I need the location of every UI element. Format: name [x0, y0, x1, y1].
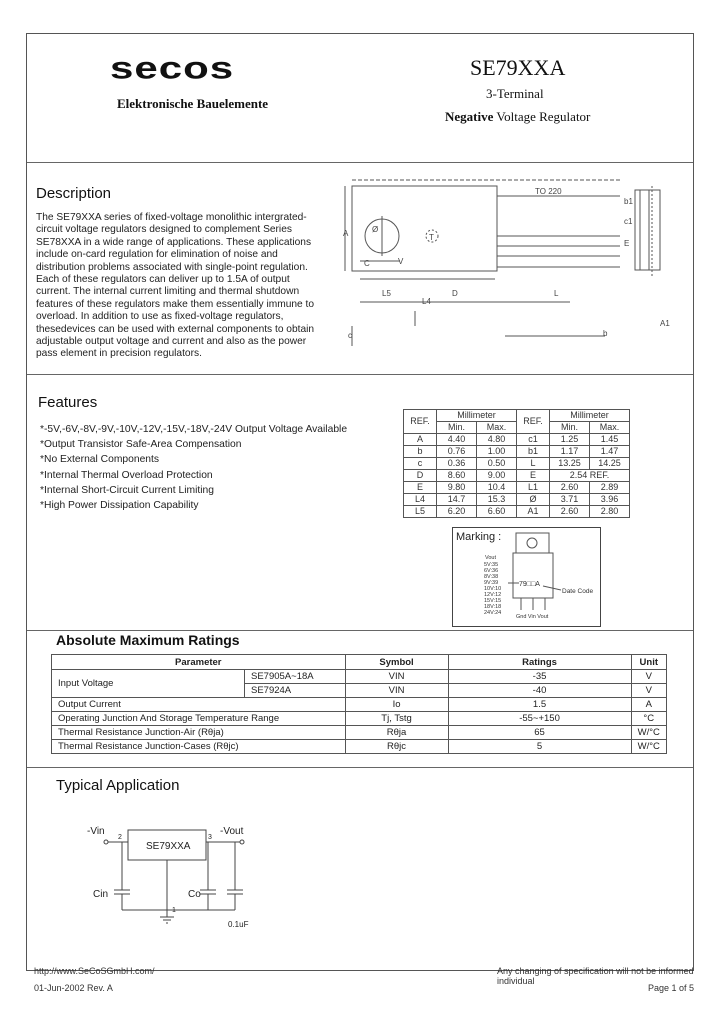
co-label: Co — [188, 889, 201, 900]
dim-label: L5 — [382, 289, 391, 298]
amr-table — [51, 654, 667, 754]
feature-item: *Output Transistor Safe-Area Compensation — [40, 439, 242, 451]
dim-label: A — [343, 229, 349, 238]
col-symbol: Symbol — [345, 655, 448, 670]
vout-code: 18V:18 — [484, 604, 502, 610]
feature-item: *Internal Thermal Overload Protection — [40, 469, 213, 481]
vout-code: 12V:12 — [484, 592, 502, 598]
marking-box — [452, 527, 601, 627]
vout-code: 9V:39 — [484, 580, 499, 586]
features-divider — [27, 630, 693, 631]
footer-page: Page 1 of 5 — [648, 983, 695, 993]
secos-logo: secos — [110, 49, 235, 85]
table-row: Operating Junction And Storage Temperature Range Tj, Tstg -55~+150 °C — [52, 712, 667, 726]
dim-label: c1 — [624, 217, 633, 226]
table-row: SE7924A VIN -40 V — [52, 684, 667, 698]
description-title: Description — [36, 185, 112, 202]
table-row: L5 6.20 6.60 A1 2.60 2.80 — [404, 506, 630, 518]
date-code-label: Date Code — [562, 588, 594, 595]
table-row: Thermal Resistance Junction-Cases (Rθjc) Rθjc 5 W/°C — [52, 740, 667, 754]
ref-header: REF. — [404, 410, 437, 434]
subtitle-rest: Voltage Regulator — [493, 109, 591, 124]
dim-label: V — [398, 257, 404, 266]
dim-label: A1 — [660, 319, 670, 328]
pin-out-label: 3 — [208, 834, 212, 841]
table-row: A 4.40 4.80 c1 1.25 1.45 — [404, 434, 630, 446]
vout-code: 5V:35 — [484, 562, 499, 568]
cin-label: Cin — [93, 889, 109, 900]
feature-item: *No External Components — [40, 454, 160, 466]
ref-header: REF. — [517, 410, 550, 434]
vout-code: 6V:36 — [484, 568, 499, 574]
pin-labels: Gnd Vin Vout — [516, 614, 549, 620]
description-divider — [27, 374, 693, 375]
vout-code: 15V:15 — [484, 598, 502, 604]
footer-date: 01-Jun-2002 Rev. A — [34, 983, 113, 993]
description-text: The SE79XXA series of fixed-voltage monolithic intergrated-circuit voltage regulators designed to complement Series SE78XXA in a wide range of applications. These applications include on-card regulation for elimination of noise and distribution problems associated with single-point regulation. Each of these regulators can deliver up to 1.5A of output current. The internal current limiting and thermal shutdown features of these regulators make them essentially immune to overload. In addition to use as fixed-voltage regulators, thesedevices can be used with external components to obtain adjustable output voltage and current and also as the power pass element in precision regulators. — [36, 212, 315, 360]
table-row: Thermal Resistance Junction-Air (Rθja) Rθja 65 W/°C — [52, 726, 667, 740]
chip-body — [513, 553, 553, 598]
min-header: Min. — [550, 422, 590, 434]
amr-divider — [27, 767, 693, 768]
vout-code: 10V:10 — [484, 586, 502, 592]
table-row: Output Current Io 1.5 A — [52, 698, 667, 712]
dim-label: L — [554, 289, 559, 298]
vout-label: -Vout — [220, 826, 244, 837]
to220-package-drawing — [340, 176, 680, 351]
footer-notice: Any changing of specification will not be informed individual — [497, 966, 694, 986]
table-row: b 0.76 1.00 b1 1.17 1.47 — [404, 446, 630, 458]
feature-item: *Internal Short-Circuit Current Limiting — [40, 484, 214, 496]
unit-header: Millimeter — [550, 410, 630, 422]
chip-label: SE79XXA — [146, 841, 191, 852]
feature-item: *-5V,-6V,-8V,-9V,-10V,-12V,-15V,-18V,-24V Output Voltage Available — [40, 424, 348, 435]
dim-label: b — [603, 329, 608, 338]
table-row: L4 14.7 15.3 Ø 3.71 3.96 — [404, 494, 630, 506]
footer-url[interactable]: http://www.SeCoSGmbH.com/ — [34, 966, 155, 976]
chip-marking-text: 79□□A — [519, 581, 540, 588]
subtitle-negative: Negative — [445, 109, 494, 124]
vout-code: 8V:38 — [484, 574, 499, 580]
col-ratings: Ratings — [448, 655, 631, 670]
max-header: Max. — [590, 422, 630, 434]
marking-diagram — [453, 528, 600, 626]
vout-label: Vout — [485, 555, 497, 561]
dim-label: Ø — [372, 225, 379, 234]
vout-code: 24V:24 — [484, 610, 502, 616]
chip-tab — [516, 533, 549, 553]
part-number: SE79XXA — [470, 55, 566, 80]
dim-label: C — [364, 259, 370, 268]
header-divider — [27, 162, 693, 163]
vin-label: -Vin — [87, 826, 105, 837]
unit-header: Millimeter — [437, 410, 517, 422]
table-row: Input Voltage SE7905A~18A VIN -35 V — [52, 670, 667, 684]
typical-application-title: Typical Application — [56, 777, 180, 794]
amr-title: Absolute Maximum Ratings — [56, 632, 240, 648]
col-unit: Unit — [631, 655, 666, 670]
dim-label: E — [624, 239, 630, 248]
package-label: TO 220 — [535, 187, 562, 196]
min-header: Min. — [437, 422, 477, 434]
logo-subtitle: Elektronische Bauelemente — [117, 96, 269, 111]
dim-label: D — [452, 289, 458, 298]
typical-application-circuit — [80, 822, 280, 937]
features-list — [40, 422, 347, 513]
table-row: D 8.60 9.00 E 2.54 REF. — [404, 470, 630, 482]
dim-label: b1 — [624, 197, 633, 206]
dim-label: c — [348, 331, 352, 340]
marking-title: Marking : — [456, 531, 502, 543]
features-title: Features — [38, 394, 98, 411]
table-row: c 0.36 0.50 L 13.25 14.25 — [404, 458, 630, 470]
feature-item: *High Power Dissipation Capability — [40, 500, 199, 512]
cap-value-label: 0.1uF — [228, 920, 249, 929]
input-voltage-label: Input Voltage — [52, 670, 245, 698]
table-row: E 9.80 10.4 L1 2.60 2.89 — [404, 482, 630, 494]
dim-label: L4 — [422, 297, 431, 306]
dim-label: T — [429, 233, 434, 242]
max-header: Max. — [477, 422, 517, 434]
table-header-row — [52, 655, 667, 670]
pin-gnd-label: 1 — [172, 907, 176, 914]
subtitle-regulator — [445, 109, 590, 125]
col-parameter: Parameter — [52, 655, 346, 670]
subtitle-terminal: 3-Terminal — [486, 86, 544, 101]
dimensions-table — [403, 409, 630, 518]
pin-in-label: 2 — [118, 834, 122, 841]
